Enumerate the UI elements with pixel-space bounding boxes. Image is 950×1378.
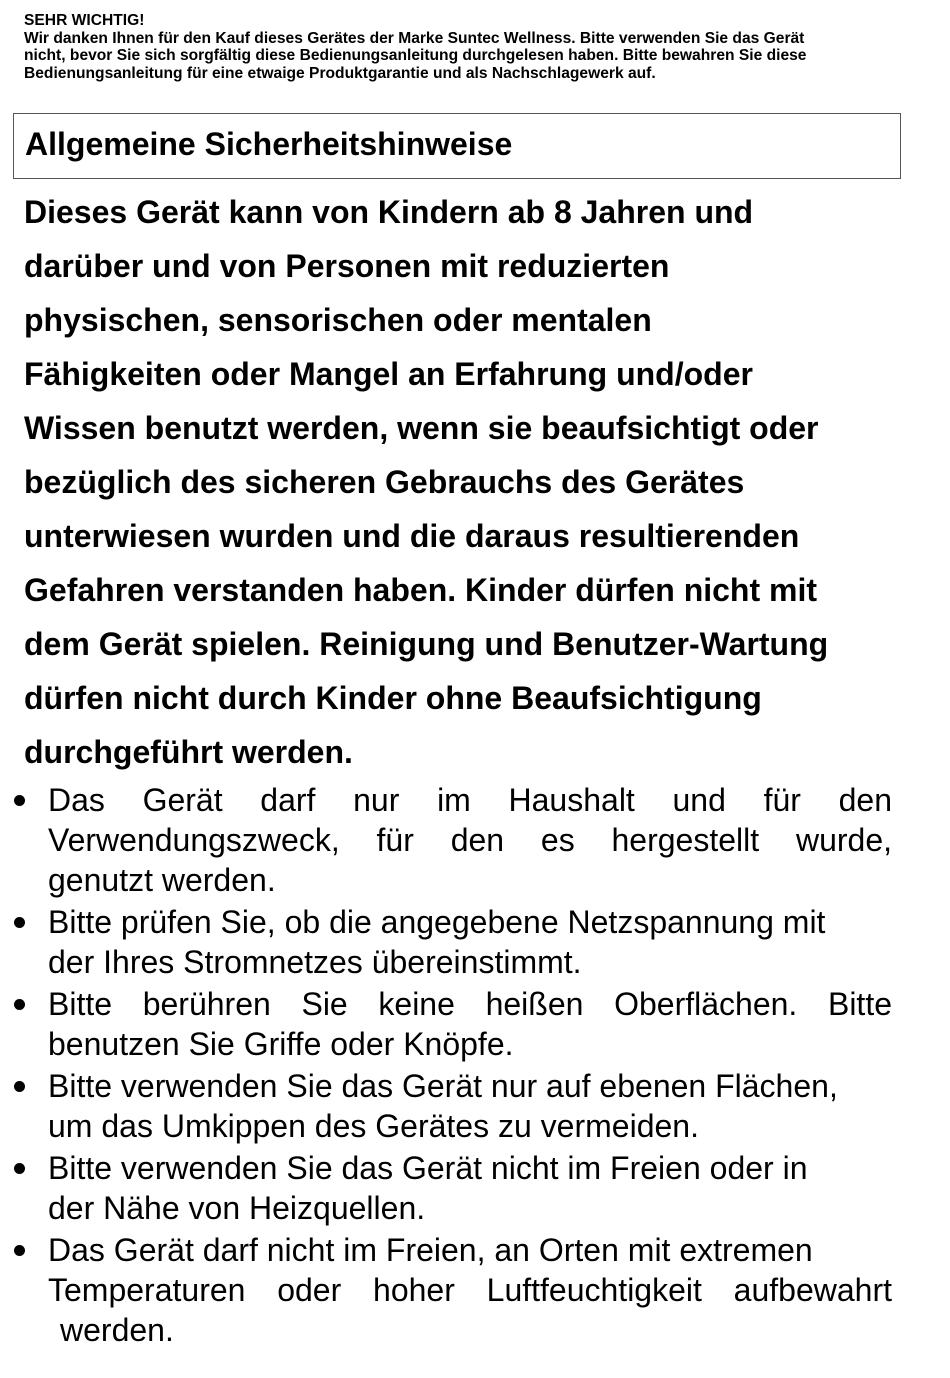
bullet-line: der Nähe von Heizquellen. — [48, 1190, 426, 1226]
section-title-box — [13, 113, 901, 179]
bullet-dot-icon — [14, 795, 25, 806]
warning-line: dürfen nicht durch Kinder ohne Beaufsichtigung — [24, 680, 762, 716]
bullet-item — [0, 984, 892, 1064]
notice-heading: SEHR WICHTIG! — [24, 12, 145, 29]
warning-line: Fähigkeiten oder Mangel an Erfahrung und/oder — [24, 356, 753, 392]
safety-bullet-list — [0, 780, 950, 1352]
bullet-line: Bitte verwenden Sie das Gerät nicht im Freien oder in — [48, 1150, 808, 1186]
bullet-item — [0, 780, 892, 900]
bullet-dot-icon — [14, 917, 25, 928]
child-safety-warning — [24, 185, 904, 779]
bullet-line: Bitte prüfen Sie, ob die angegebene Netzspannung mit — [48, 904, 826, 940]
section-title: Allgemeine Sicherheitshinweise — [25, 126, 513, 162]
notice-line: Wir danken Ihnen für den Kauf dieses Gerätes der Marke Suntec Wellness. Bitte verwenden Sie das Gerät — [24, 29, 805, 47]
bullet-line: Bitte berühren Sie keine heißen Oberflächen. Bitte — [48, 986, 892, 1022]
bullet-dot-icon — [14, 1245, 25, 1256]
warning-line: Dieses Gerät kann von Kindern ab 8 Jahren und — [24, 194, 754, 230]
bullet-line: um das Umkippen des Gerätes zu vermeiden. — [48, 1108, 699, 1144]
warning-line: Wissen benutzt werden, wenn sie beaufsichtigt oder — [24, 410, 819, 446]
notice-line: Bedienungsanleitung für eine etwaige Produktgarantie und als Nachschlagewerk auf. — [24, 64, 656, 82]
warning-line: bezüglich des sicheren Gebrauchs des Gerätes — [24, 464, 745, 500]
bullet-dot-icon — [14, 1081, 25, 1092]
bullet-item — [0, 1148, 892, 1228]
bullet-item — [0, 1230, 892, 1350]
bullet-line: Das Gerät darf nur im Haushalt und für den — [48, 782, 892, 818]
warning-line: durchgeführt werden. — [24, 734, 353, 770]
bullet-line: Das Gerät darf nicht im Freien, an Orten mit extremen — [48, 1232, 813, 1268]
bullet-item — [0, 1066, 892, 1146]
bullet-line: Temperaturen oder hoher Luftfeuchtigkeit aufbewahrt — [48, 1272, 892, 1308]
bullet-dot-icon — [14, 999, 25, 1010]
bullet-dot-icon — [14, 1163, 25, 1174]
bullet-line: genutzt werden. — [48, 862, 276, 898]
bullet-line: werden. — [60, 1312, 174, 1348]
bullet-line: Verwendungszweck, für den es hergestellt wurde, — [48, 822, 892, 858]
warning-line: physischen, sensorischen oder mentalen — [24, 302, 652, 338]
important-notice — [24, 12, 904, 82]
warning-line: dem Gerät spielen. Reinigung und Benutzer-Wartung — [24, 626, 829, 662]
bullet-line: benutzen Sie Griffe oder Knöpfe. — [48, 1026, 514, 1062]
bullet-line: Bitte verwenden Sie das Gerät nur auf ebenen Flächen, — [48, 1068, 838, 1104]
warning-line: darüber und von Personen mit reduzierten — [24, 248, 670, 284]
bullet-line: der Ihres Stromnetzes übereinstimmt. — [48, 944, 582, 980]
warning-line: unterwiesen wurden und die daraus resultierenden — [24, 518, 800, 554]
notice-line: nicht, bevor Sie sich sorgfältig diese Bedienungsanleitung durchgelesen haben. Bitte bewahren Sie diese — [24, 47, 807, 64]
bullet-item — [0, 902, 892, 982]
warning-line: Gefahren verstanden haben. Kinder dürfen nicht mit — [24, 572, 818, 608]
